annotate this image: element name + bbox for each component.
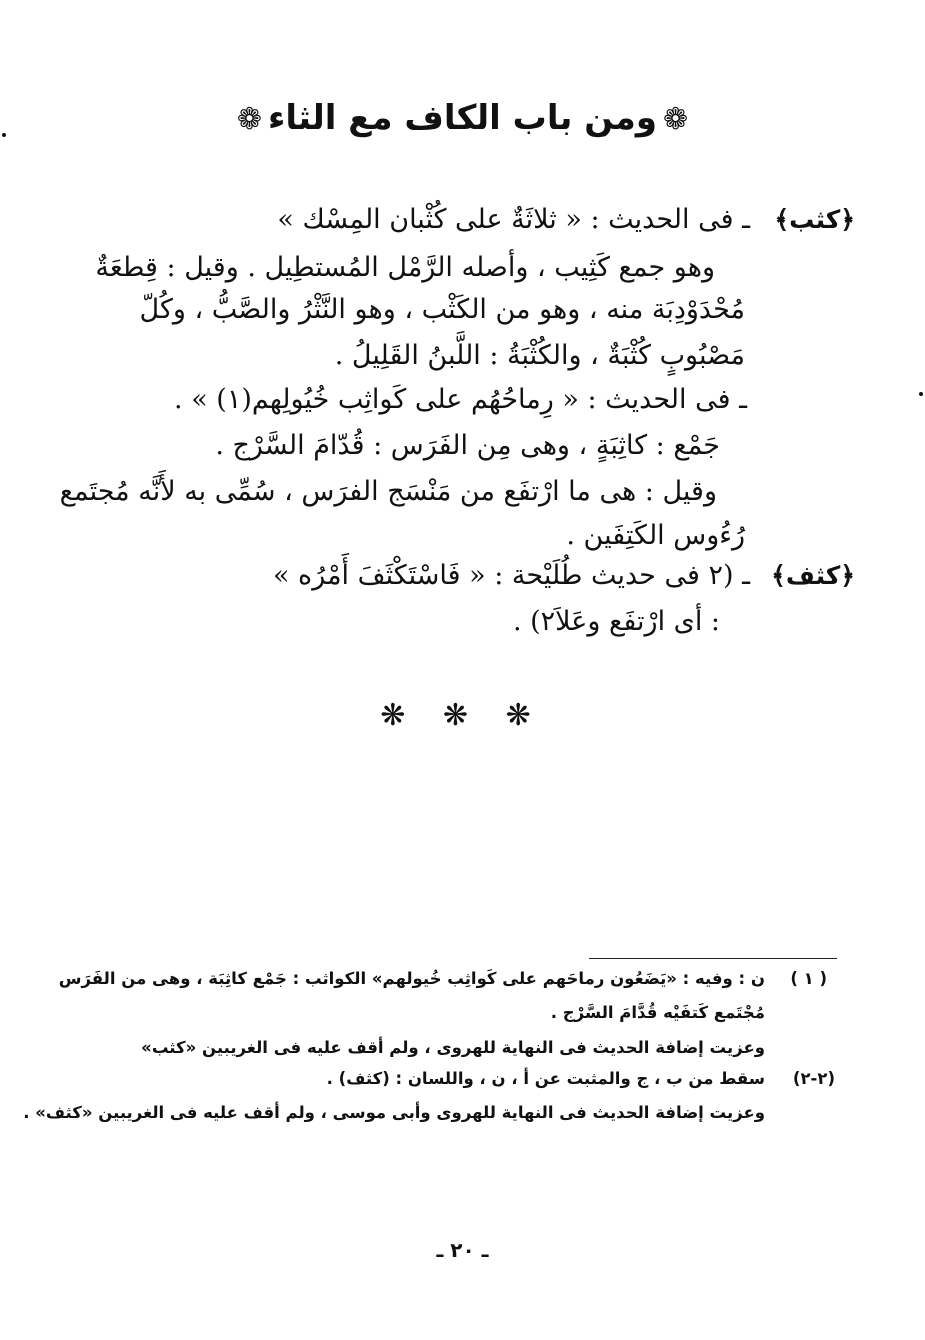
page-number: ـ ٢٠ ـ: [436, 1238, 489, 1262]
entry-line: مَصْبُوبٍ كُثْبَةٌ ، والكُثْبَةُ : اللَّبنُ القَلِيلُ .: [334, 340, 745, 371]
footnote-line: مُجْتَمع كَتفَيْه قُدَّامَ السَّرْج .: [550, 1003, 765, 1022]
footnote-line: وعزيت إضافة الحديث فى النهاية للهروى ، ولم أقف عليه فى الغريبين «كثب»: [141, 1038, 765, 1057]
ornament-icon: ❁: [663, 102, 689, 137]
headword-kathaf: ﴿كثف﴾: [771, 561, 855, 590]
headword-kathab: ﴿كثب﴾: [774, 205, 855, 234]
footnote-line: ن : وفيه : «يَضَعُون رماحَهم على كَواثِب خُيولهم» الكواثب : جَمْع كاثِبَة ، وهى من الفَرَس: [58, 969, 765, 988]
footnote-rule: [589, 958, 837, 959]
entry-line: وهو جمع كَثِيب ، وأصله الرَّمْل المُستطِيل . وقيل : قِطعَةٌ: [95, 252, 715, 283]
entry-line: ـ فى الحديث : « رِماحُهُم على كَواثِب خُيُولِهم(١) » .: [174, 384, 747, 415]
entry-line: جَمْع : كاثِبَةٍ ، وهى مِن الفَرَس : قُدّامَ السَّرْج .: [215, 430, 720, 461]
footnote-number: ( ١ ): [790, 969, 827, 988]
entry-line: : أى ارْتفَع وعَلاَ٢) .: [512, 606, 720, 637]
entry-line: ـ (٢ فى حديث طُلَيْحة : « فَاسْتَكْثَفَ أَمْرُه »: [272, 560, 750, 591]
ornament-icon: ❁: [236, 102, 262, 137]
entry-line: ـ فى الحديث : « ثلاثَةٌ على كُثْبان المِسْك »: [277, 204, 750, 235]
footnote-number: (٢-٢): [792, 1069, 835, 1088]
entry-line: مُحْدَوْدِبَة منه ، وهو من الكَثْب ، وهو النَّثْرُ والصَّبُّ ، وكُلّ: [139, 294, 745, 325]
chapter-title: [0, 98, 925, 138]
scan-mark-bottom: [919, 392, 923, 396]
entry-line: رُءُوس الكَتِفَين .: [566, 520, 745, 551]
footnote-line: وعزيت إضافة الحديث فى النهاية للهروى وأبى موسى ، ولم أقف عليه فى الغريبين «كثف» .: [23, 1103, 765, 1122]
section-separator: ❋ ❋ ❋: [380, 698, 545, 733]
chapter-title-text: ومن باب الكاف مع الثاء: [267, 98, 657, 138]
footnote-line: سقط من ب ، ج والمثبت عن أ ، ن ، واللسان : (كثف) .: [326, 1069, 765, 1088]
entry-line: وقيل : هى ما ارْتفَع من مَنْسَج الفرَس ، سُمِّى به لأَنَّه مُجتَمع: [59, 476, 717, 507]
